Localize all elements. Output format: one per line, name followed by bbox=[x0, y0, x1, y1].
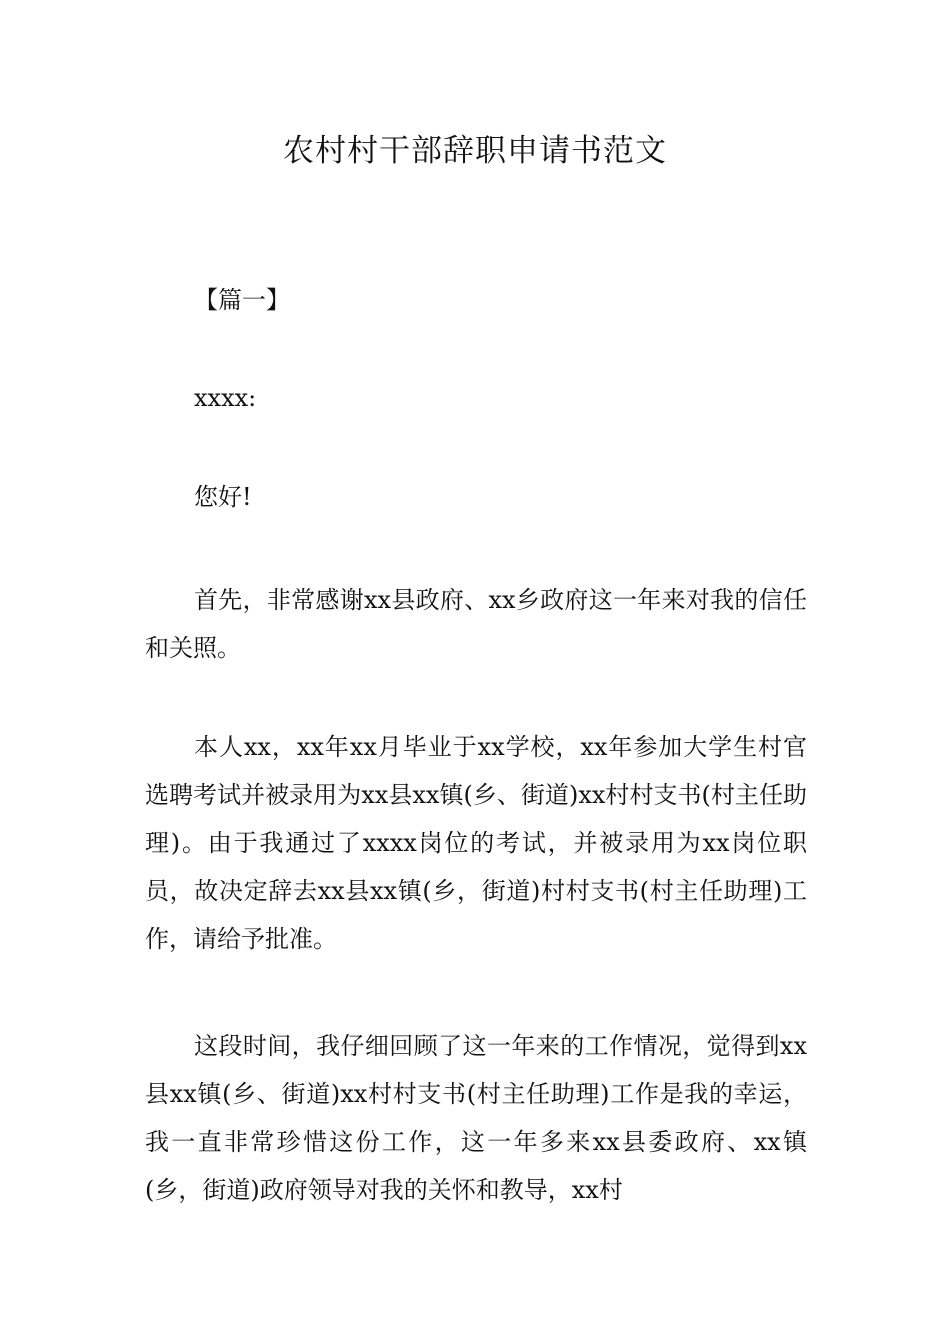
body-paragraph: 首先，非常感谢xx县政府、xx乡政府这一年来对我的信任和关照。 bbox=[145, 586, 807, 662]
greeting: 您好! bbox=[194, 483, 252, 511]
body-paragraph: 本人xx，xx年xx月毕业于xx学校，xx年参加大学生村官选聘考试并被录用为xx县xx镇(乡、街道)xx村村支书(村主任助理)。由于我通过了xxxx岗位的考试，并被录用为xx岗位职员，故决定辞去xx县xx镇(乡，街道)村村支书(村主任助理)工作，请给予批准。 bbox=[145, 733, 807, 953]
section-heading: 【篇一】 bbox=[194, 286, 290, 314]
document-title: 农村村干部辞职申请书范文 bbox=[283, 133, 667, 169]
body-paragraph: 这段时间，我仔细回顾了这一年来的工作情况，觉得到xx县xx镇(乡、街道)xx村村支书(村主任助理)工作是我的幸运，我一直非常珍惜这份工作，这一年多来xx县委政府、xx镇(乡，街道)政府领导对我的关怀和教导，xx村 bbox=[145, 1032, 807, 1204]
salutation: xxxx: bbox=[194, 384, 257, 412]
